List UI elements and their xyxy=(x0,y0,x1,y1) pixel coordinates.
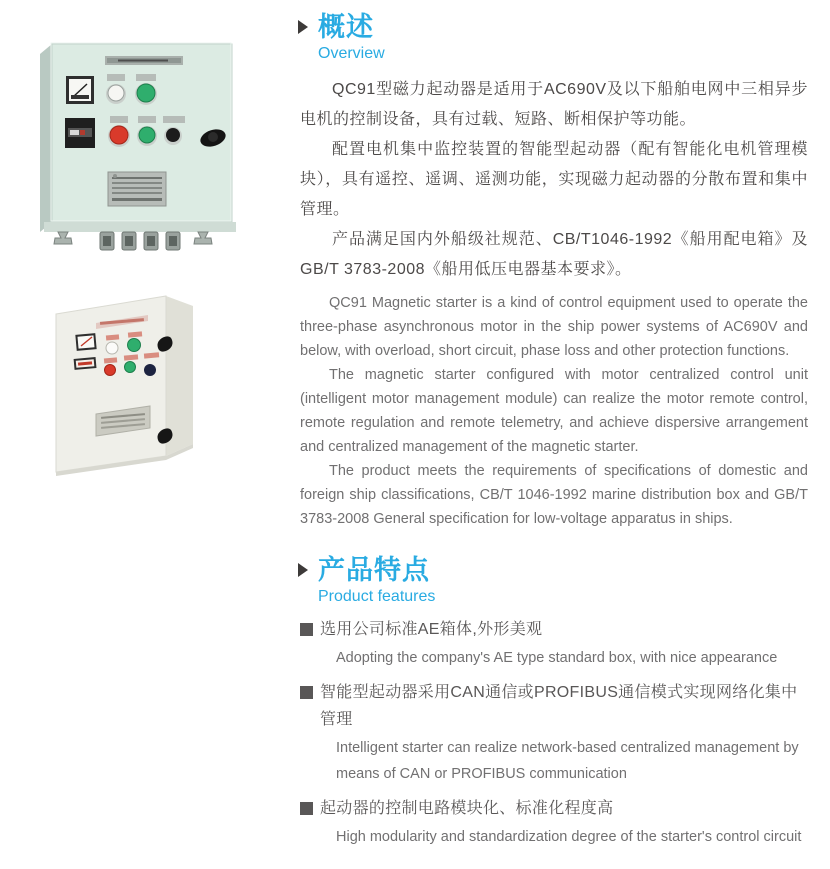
overview-title-en: Overview xyxy=(318,45,385,62)
overview-zh-paragraph-3: 产品满足国内外船级社规范、CB/T1046-1992《船用配电箱》及GB/T 3783-2008《船用低压电器基本要求》。 xyxy=(300,231,808,278)
overview-title-zh: 概述 xyxy=(318,12,374,42)
features-title-en: Product features xyxy=(318,588,436,605)
content-column xyxy=(300,12,808,850)
section-product-features xyxy=(300,555,808,850)
feature-3-zh-text: 起动器的控制电路模块化、标准化程度高 xyxy=(320,800,614,817)
feature-item-3 xyxy=(300,795,808,850)
feature-3-zh xyxy=(300,795,808,822)
cabinet-front-illustration xyxy=(30,36,245,256)
overview-zh-paragraph-2: 配置电机集中监控装置的智能型起动器（配有智能化电机管理模块），具有遥控、遥调、遥测功能，实现磁力起动器的分散布置和集中管理。 xyxy=(300,141,808,218)
feature-2-en: Intelligent starter can realize network-based centralized management by means of CAN or PROFIBUS communication xyxy=(336,740,799,782)
section-arrow-icon xyxy=(298,20,308,34)
feature-2-zh-text: 智能型起动器采用CAN通信或PROFIBUS通信模式实现网络化集中管理 xyxy=(320,684,798,728)
overview-en-paragraph-1: QC91 Magnetic starter is a kind of control equipment used to operate the three-phase asynchronous motor in the ship power systems of AC690V and below, with overload, short circuit, phase loss and other protection functions. xyxy=(300,295,808,359)
feature-2-zh xyxy=(300,679,808,733)
overview-heading xyxy=(300,12,808,65)
feature-item-1 xyxy=(300,616,808,671)
overview-en-paragraph-2: The magnetic starter configured with motor centralized control unit (intelligent motor management module) can realize the motor remote control, remote regulation and remote telemetry, and achieve dispersive arrangement and centralized management of the magnetic starter. xyxy=(300,367,808,455)
feature-item-2 xyxy=(300,679,808,787)
overview-en-paragraph-3: The product meets the requirements of specifications of domestic and foreign ship classifications, CB/T 1046-1992 marine distribution box and GB/T 3783-2008 General specification for low-voltage apparatus in ships. xyxy=(300,463,808,527)
feature-1-zh-text: 选用公司标准AE箱体,外形美观 xyxy=(320,621,543,638)
overview-paragraphs-en xyxy=(300,291,808,531)
features-heading xyxy=(300,555,808,608)
overview-paragraphs-zh xyxy=(300,75,808,285)
product-photo-front xyxy=(30,36,245,256)
cabinet-side-illustration xyxy=(38,282,238,482)
feature-1-zh xyxy=(300,616,808,643)
section-overview xyxy=(300,12,808,531)
section-arrow-icon xyxy=(298,563,308,577)
feature-3-en: High modularity and standardization degree of the starter's control circuit xyxy=(336,829,802,845)
feature-bullet-icon xyxy=(300,802,313,815)
feature-1-en: Adopting the company's AE type standard box, with nice appearance xyxy=(336,650,778,666)
feature-bullet-icon xyxy=(300,686,313,699)
product-photo-perspective xyxy=(38,282,238,482)
features-title-zh: 产品特点 xyxy=(318,555,430,585)
overview-zh-paragraph-1: QC91型磁力起动器是适用于AC690V及以下船舶电网中三相异步电机的控制设备，具有过载、短路、断相保护等功能。 xyxy=(300,81,808,128)
feature-bullet-icon xyxy=(300,623,313,636)
